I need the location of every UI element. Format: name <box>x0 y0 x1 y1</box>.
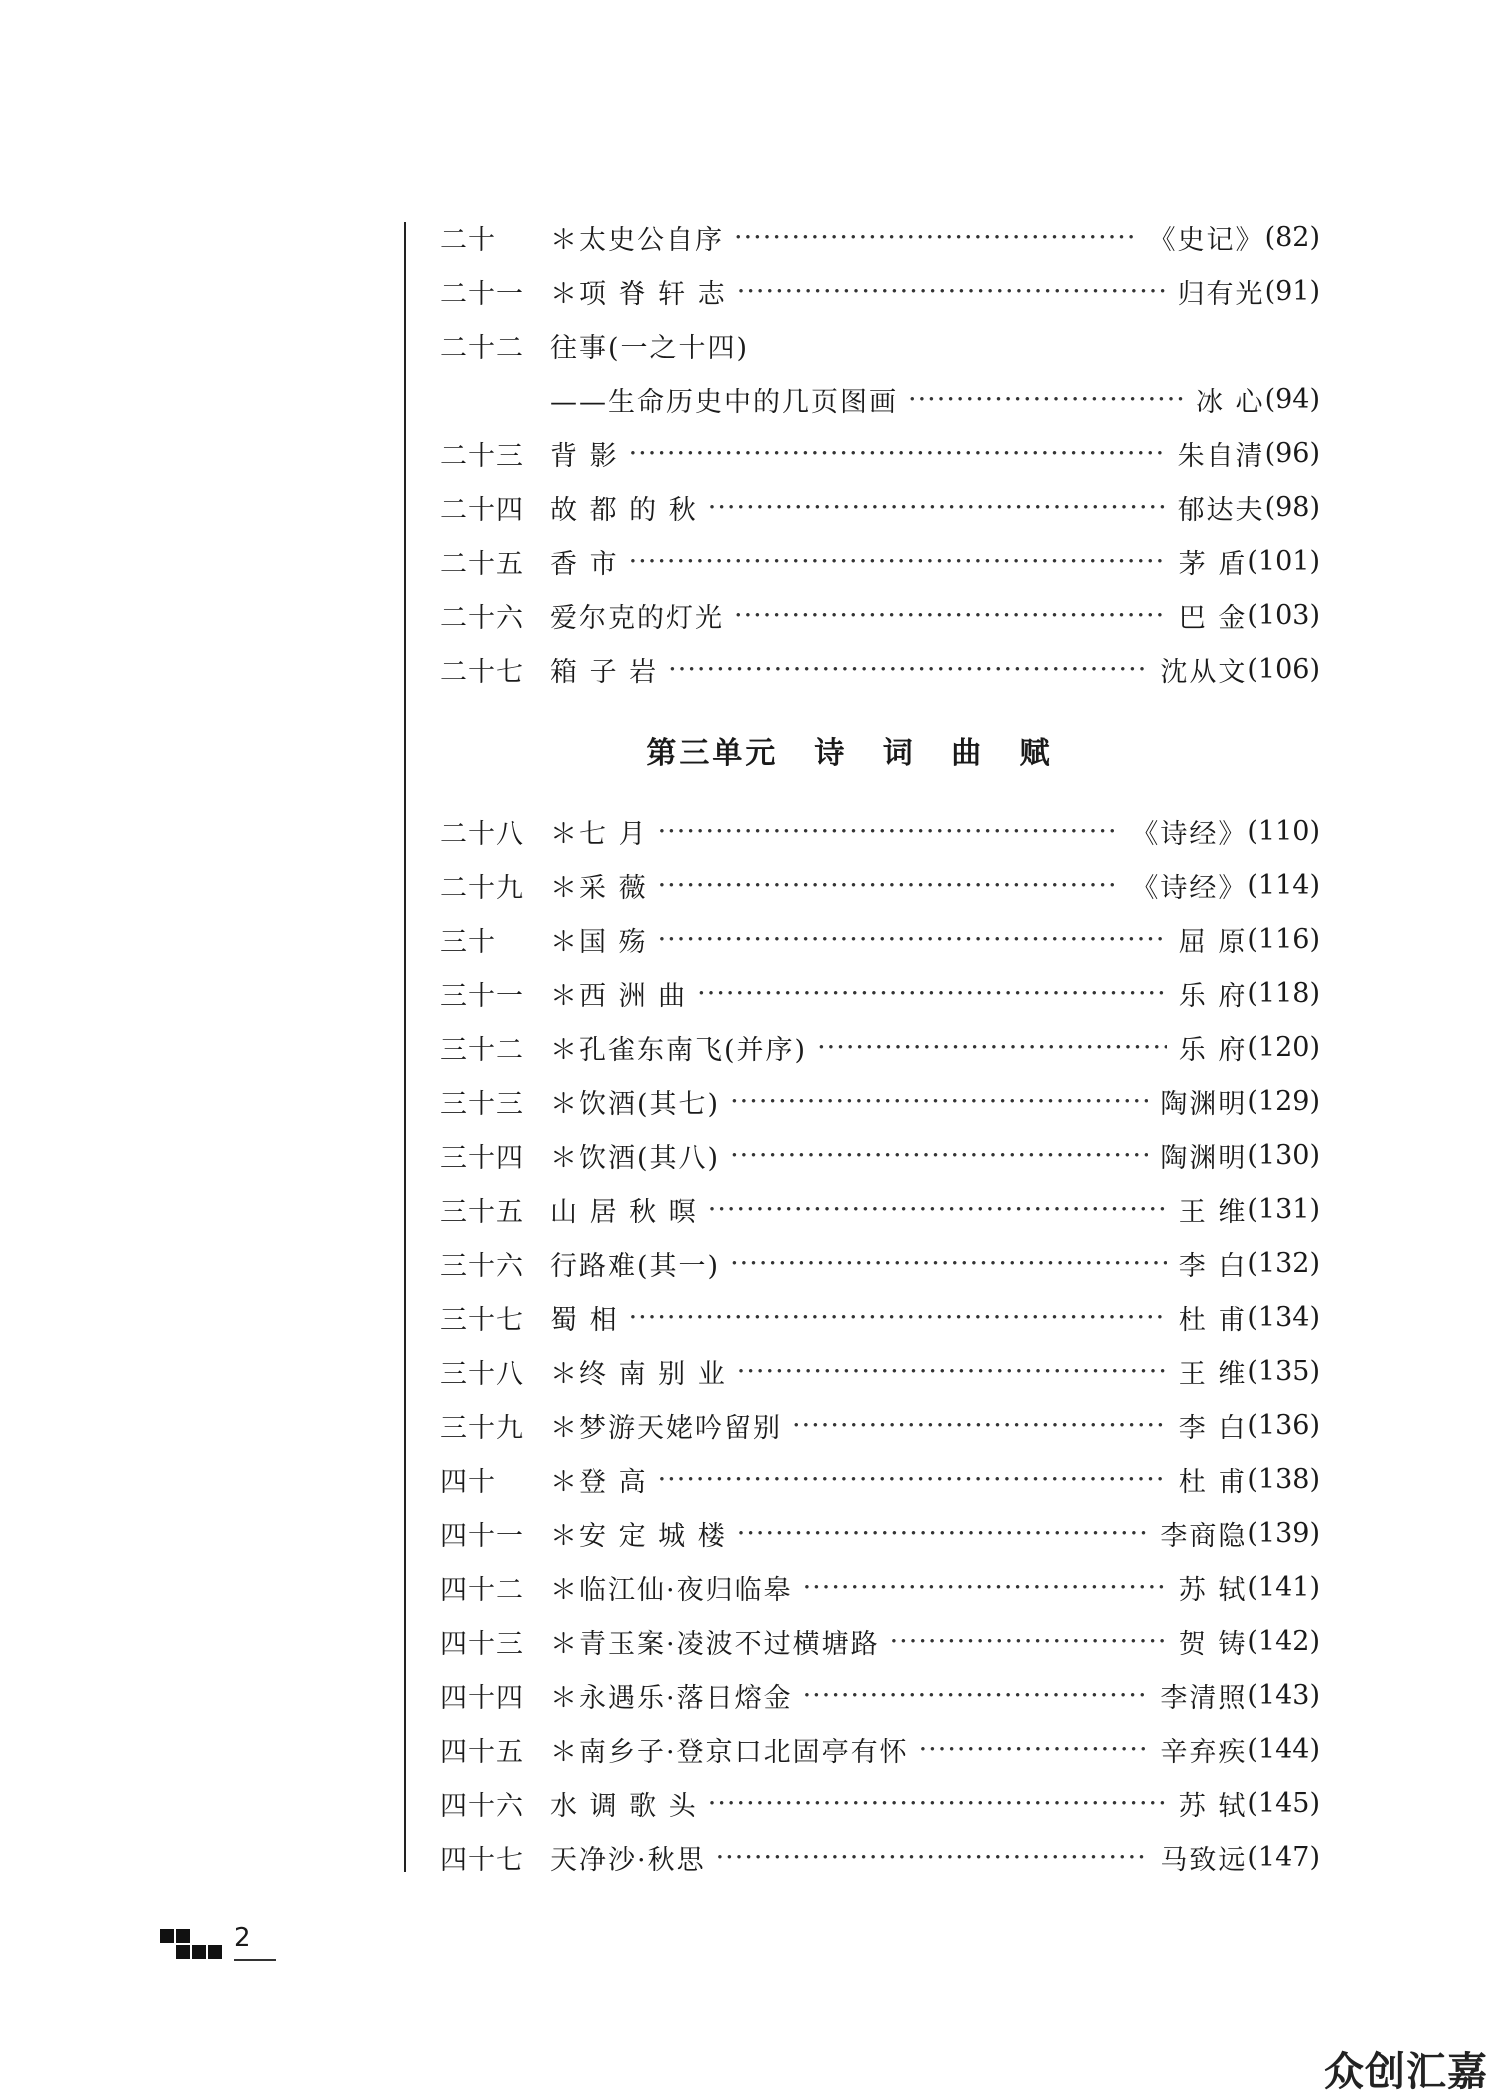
entry-page: (114) <box>1247 869 1320 901</box>
leader-dots <box>629 1302 1167 1333</box>
entry-author: 沈从文 <box>1160 656 1248 688</box>
entry-page: (132) <box>1247 1247 1320 1279</box>
toc-entry[interactable] <box>440 210 1320 264</box>
entry-page: (101) <box>1247 545 1320 577</box>
entry-number: 三十 <box>440 926 496 958</box>
page-number: 2 <box>234 1923 251 1953</box>
leader-dots <box>919 1734 1149 1765</box>
entry-number: 四十六 <box>440 1790 524 1822</box>
toc-entry[interactable] <box>440 480 1320 534</box>
entry-number: 二十五 <box>440 548 524 580</box>
entry-title: 行路难(其一) <box>550 1250 721 1282</box>
entry-author: 屈 原 <box>1178 926 1248 958</box>
entry-page: (120) <box>1247 1031 1320 1063</box>
entry-title: 箱 子 岩 <box>550 656 659 688</box>
entry-page: (138) <box>1247 1463 1320 1495</box>
toc-entry[interactable] <box>440 1128 1320 1182</box>
entry-title: 往事(一之十四) <box>550 332 750 364</box>
toc-entry[interactable] <box>440 426 1320 480</box>
entry-page: (147) <box>1247 1841 1320 1873</box>
entry-page: (139) <box>1247 1517 1320 1549</box>
entry-title: ＊饮酒(其八) <box>550 1142 721 1174</box>
entry-author: 乐 府 <box>1178 1034 1248 1066</box>
entry-author: 《诗经》 <box>1131 818 1248 850</box>
entry-title: ＊南乡子·登京口北固亭有怀 <box>550 1736 909 1768</box>
entry-author: 陶渊明 <box>1160 1088 1248 1120</box>
entry-page: (96) <box>1264 437 1320 469</box>
entry-title: ＊安 定 城 楼 <box>550 1520 727 1552</box>
entry-author: 冰 心 <box>1195 386 1265 418</box>
entry-author: 王 维 <box>1178 1358 1248 1390</box>
entry-page: (134) <box>1247 1301 1320 1333</box>
leader-dots <box>708 492 1166 523</box>
entry-title: ＊孔雀东南飞(并序) <box>550 1034 808 1066</box>
entry-number: 四十一 <box>440 1520 524 1552</box>
entry-number: 三十八 <box>440 1358 524 1390</box>
toc-entry[interactable] <box>440 858 1320 912</box>
toc-entry[interactable] <box>440 1560 1320 1614</box>
entry-number: 二十一 <box>440 278 524 310</box>
entry-page: (131) <box>1247 1193 1320 1225</box>
leader-dots <box>629 546 1167 577</box>
entry-number: 三十五 <box>440 1196 524 1228</box>
leader-dots <box>792 1410 1167 1441</box>
toc-entry[interactable] <box>440 1668 1320 1722</box>
entry-page: (135) <box>1247 1355 1320 1387</box>
leader-dots <box>708 1194 1167 1225</box>
toc-entry[interactable] <box>440 912 1320 966</box>
toc-entry[interactable] <box>440 1722 1320 1776</box>
entry-page: (94) <box>1264 383 1320 415</box>
leader-dots <box>737 1356 1167 1387</box>
entry-title: 天净沙·秋思 <box>550 1844 706 1876</box>
footer-block-icon <box>176 1945 190 1959</box>
footer-block-icon <box>160 1929 174 1943</box>
entry-page: (91) <box>1264 275 1320 307</box>
entry-number: 四十三 <box>440 1628 524 1660</box>
footer-block-icon <box>176 1929 190 1943</box>
entry-title: ＊永遇乐·落日熔金 <box>550 1682 793 1714</box>
entry-number: 二十二 <box>440 332 524 364</box>
entry-number: 二十九 <box>440 872 524 904</box>
footer-rule <box>234 1959 276 1961</box>
entry-page: (136) <box>1247 1409 1320 1441</box>
leader-dots <box>908 384 1184 415</box>
leader-dots <box>737 276 1166 307</box>
leader-dots <box>734 600 1167 631</box>
toc-entry[interactable] <box>440 1020 1320 1074</box>
toc-entry[interactable] <box>440 642 1320 696</box>
entry-page: (142) <box>1247 1625 1320 1657</box>
entry-number: 三十三 <box>440 1088 524 1120</box>
unit-heading <box>440 696 1320 804</box>
leader-dots <box>803 1572 1167 1603</box>
entry-page: (143) <box>1247 1679 1320 1711</box>
entry-title: ＊梦游天姥吟留别 <box>550 1412 782 1444</box>
entry-number: 三十七 <box>440 1304 524 1336</box>
leader-dots <box>890 1626 1167 1657</box>
entry-author: 马致远 <box>1160 1844 1248 1876</box>
leader-dots <box>716 1842 1149 1873</box>
entry-author: 归有光 <box>1177 278 1265 310</box>
leader-dots <box>658 816 1120 847</box>
entry-page: (144) <box>1247 1733 1320 1765</box>
toc-entry[interactable] <box>440 1830 1320 1884</box>
entry-title: ＊临江仙·夜归临皋 <box>550 1574 793 1606</box>
entry-number: 二十八 <box>440 818 524 850</box>
entry-title: 山 居 秋 暝 <box>550 1196 698 1228</box>
toc-entry[interactable] <box>440 264 1320 318</box>
entry-number: 四十二 <box>440 1574 524 1606</box>
leader-dots <box>668 654 1148 685</box>
leader-dots <box>697 978 1167 1009</box>
toc-entry[interactable] <box>440 1614 1320 1668</box>
entry-number: 三十四 <box>440 1142 524 1174</box>
entry-page: (129) <box>1247 1085 1320 1117</box>
entry-title: ——生命历史中的几页图画 <box>550 386 898 418</box>
unit-label: 第三单元 <box>646 736 779 771</box>
entry-number: 二十 <box>440 224 496 256</box>
entry-number: 四十五 <box>440 1736 524 1768</box>
leader-dots <box>803 1680 1149 1711</box>
entry-author: 陶渊明 <box>1160 1142 1248 1174</box>
toc-entry[interactable] <box>440 1344 1320 1398</box>
entry-number: 四十四 <box>440 1682 524 1714</box>
entry-page: (116) <box>1247 923 1320 955</box>
entry-number: 三十二 <box>440 1034 524 1066</box>
margin-rule <box>404 222 406 1872</box>
entry-author: 辛弃疾 <box>1160 1736 1248 1768</box>
toc-entry-subtitle[interactable] <box>440 372 1320 426</box>
toc-entry[interactable] <box>440 1074 1320 1128</box>
leader-dots <box>658 1464 1167 1495</box>
entry-title: 故 都 的 秋 <box>550 494 698 526</box>
entry-title: ＊采 薇 <box>550 872 648 904</box>
toc-entry[interactable] <box>440 1776 1320 1830</box>
entry-title: ＊太史公自序 <box>550 224 724 256</box>
entry-number: 三十六 <box>440 1250 524 1282</box>
toc-entry[interactable] <box>440 966 1320 1020</box>
entry-number: 四十七 <box>440 1844 524 1876</box>
entry-author: 郁达夫 <box>1177 494 1265 526</box>
toc-entry[interactable] <box>440 1452 1320 1506</box>
entry-number: 三十一 <box>440 980 524 1012</box>
leader-dots <box>730 1140 1148 1171</box>
entry-author: 苏 轼 <box>1178 1574 1248 1606</box>
page-footer <box>160 1915 276 1965</box>
leader-dots <box>629 438 1166 469</box>
entry-page: (82) <box>1264 221 1320 253</box>
entry-title: ＊饮酒(其七) <box>550 1088 721 1120</box>
watermark-text: 众创汇嘉 <box>1324 2049 1488 2095</box>
leader-dots <box>658 870 1120 901</box>
leader-dots <box>708 1788 1167 1819</box>
entry-number: 二十七 <box>440 656 524 688</box>
toc-entry[interactable] <box>440 1290 1320 1344</box>
toc-entry[interactable] <box>440 804 1320 858</box>
leader-dots <box>658 924 1167 955</box>
entry-author: 巴 金 <box>1178 602 1248 634</box>
toc-entry[interactable] <box>440 1398 1320 1452</box>
entry-author: 茅 盾 <box>1178 548 1248 580</box>
toc-entry[interactable] <box>440 1506 1320 1560</box>
entry-number: 二十四 <box>440 494 524 526</box>
toc-entry[interactable] <box>440 1182 1320 1236</box>
entry-author: 朱自清 <box>1177 440 1265 472</box>
entry-title: 爱尔克的灯光 <box>550 602 724 634</box>
entry-page: (103) <box>1247 599 1320 631</box>
entry-title: ＊七 月 <box>550 818 648 850</box>
entry-author: 王 维 <box>1178 1196 1248 1228</box>
entry-page: (110) <box>1247 815 1320 847</box>
entry-title: ＊国 殇 <box>550 926 648 958</box>
entry-title: 水 调 歌 头 <box>550 1790 698 1822</box>
leader-dots <box>737 1518 1149 1549</box>
entry-author: 《史记》 <box>1148 224 1265 256</box>
entry-number: 二十六 <box>440 602 524 634</box>
entry-title: ＊青玉案·凌波不过横塘路 <box>550 1628 880 1660</box>
entry-title: 蜀 相 <box>550 1304 619 1336</box>
entry-author: 李商隐 <box>1160 1520 1248 1552</box>
leader-dots <box>730 1248 1167 1279</box>
entry-page: (130) <box>1247 1139 1320 1171</box>
table-of-contents <box>440 210 1320 1884</box>
leader-dots <box>817 1032 1167 1063</box>
footer-block-icon <box>208 1945 222 1959</box>
entry-title: ＊西 洲 曲 <box>550 980 688 1012</box>
entry-number: 二十三 <box>440 440 524 472</box>
entry-number: 三十九 <box>440 1412 524 1444</box>
unit-name: 诗 词 曲 赋 <box>814 736 1064 771</box>
entry-author: 贺 铸 <box>1178 1628 1248 1660</box>
entry-title: ＊终 南 别 业 <box>550 1358 727 1390</box>
entry-page: (118) <box>1247 977 1320 1009</box>
toc-entry[interactable] <box>440 318 1320 372</box>
entry-title: ＊登 高 <box>550 1466 648 1498</box>
entry-title: 香 市 <box>550 548 619 580</box>
entry-title: 背 影 <box>550 440 619 472</box>
toc-entry[interactable] <box>440 588 1320 642</box>
entry-author: 李清照 <box>1160 1682 1248 1714</box>
entry-author: 杜 甫 <box>1178 1466 1248 1498</box>
entry-page: (145) <box>1247 1787 1320 1819</box>
entry-author: 李 白 <box>1178 1250 1248 1282</box>
entry-author: 李 白 <box>1178 1412 1248 1444</box>
entry-page: (141) <box>1247 1571 1320 1603</box>
entry-author: 乐 府 <box>1178 980 1248 1012</box>
entry-page: (106) <box>1247 653 1320 685</box>
leader-dots <box>730 1086 1148 1117</box>
entry-author: 《诗经》 <box>1131 872 1248 904</box>
toc-entry[interactable] <box>440 1236 1320 1290</box>
entry-author: 杜 甫 <box>1178 1304 1248 1336</box>
toc-entry[interactable] <box>440 534 1320 588</box>
leader-dots <box>734 222 1137 253</box>
entry-number: 四十 <box>440 1466 496 1498</box>
entry-page: (98) <box>1264 491 1320 523</box>
footer-block-icon <box>192 1945 206 1959</box>
entry-title: ＊项 脊 轩 志 <box>550 278 727 310</box>
entry-author: 苏 轼 <box>1178 1790 1248 1822</box>
